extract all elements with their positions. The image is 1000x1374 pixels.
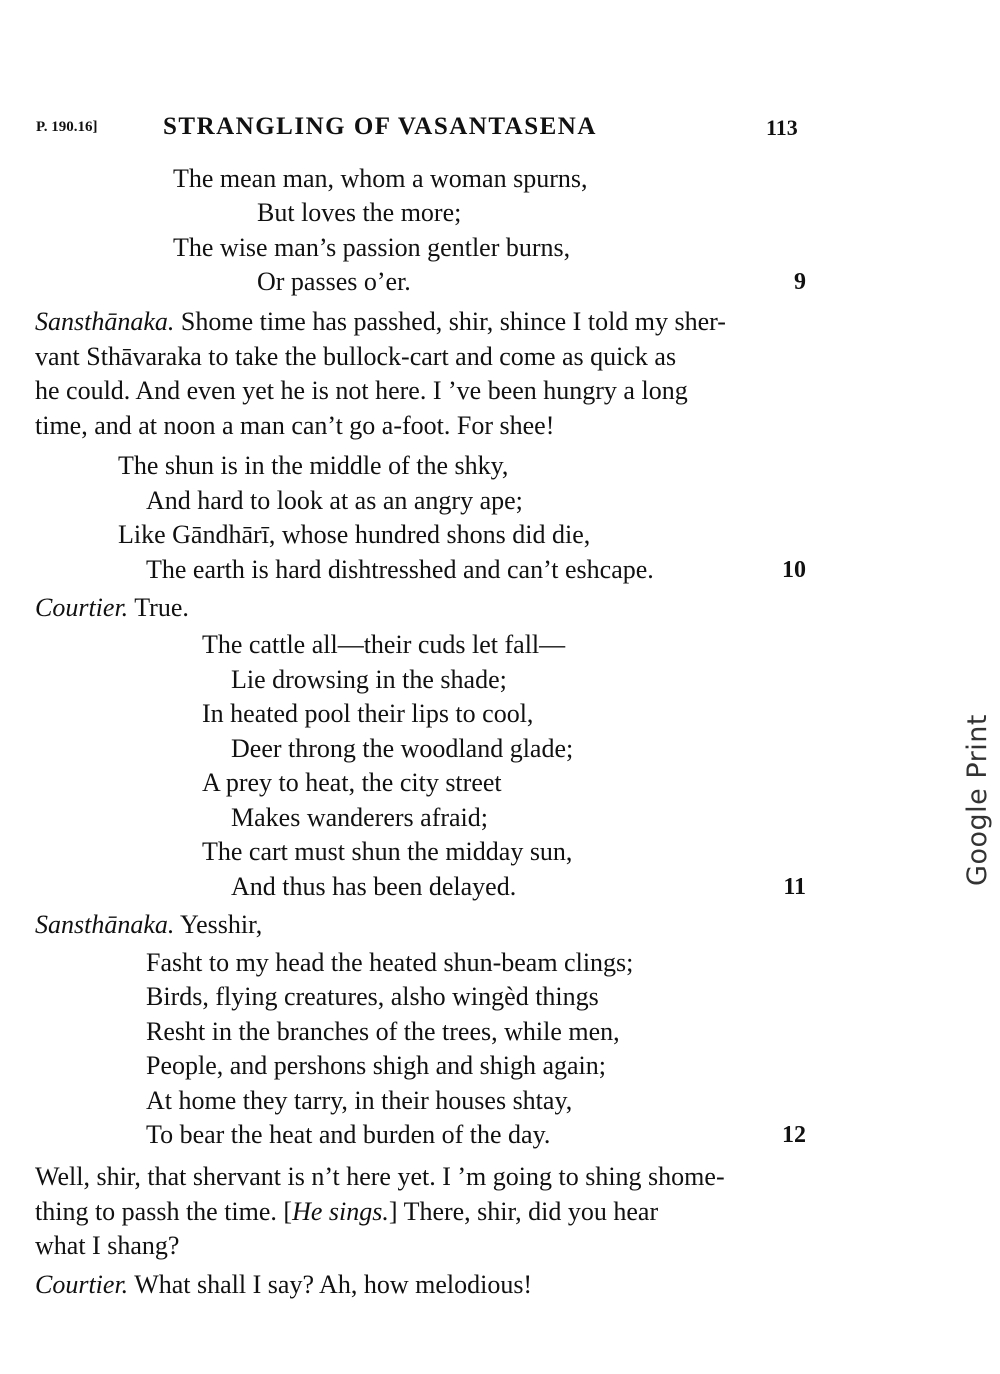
verse-line: The wise man’s passion gentler burns, [173, 233, 571, 262]
speaker-name: Courtier. [35, 1270, 129, 1299]
verse-line: Fasht to my head the heated shun-beam clings; [146, 948, 634, 977]
header-title: STRANGLING OF VASANTASENA [163, 113, 597, 140]
prose-line: what I shang? [35, 1231, 180, 1260]
prose-paragraph [35, 1160, 807, 1264]
verse-line: The shun is in the middle of the shky, [118, 451, 509, 480]
prose-line: he could. And even yet he is not here. I ’ve been hungry a long [35, 376, 688, 405]
page-number: 113 [766, 115, 798, 140]
verse-line: Like Gāndhārī, whose hundred shons did die, [118, 520, 591, 549]
stage-direction: He sings. [292, 1196, 389, 1226]
prose-text: Yesshir, [179, 910, 263, 939]
verse-number: 12 [782, 1122, 806, 1148]
verse-line: Lie drowsing in the shade; [231, 665, 507, 694]
verse-line: The cattle all—their cuds let fall— [202, 630, 566, 659]
prose-paragraph [35, 305, 807, 443]
verse-line: Resht in the branches of the trees, while men, [146, 1017, 620, 1046]
verse-line: A prey to heat, the city street [202, 768, 502, 797]
prose-text: What shall I say? Ah, how melodious! [134, 1270, 533, 1299]
prose-line: Well, shir, that shervant is n’t here yet. I ’m going to shing shome- [35, 1162, 725, 1191]
speaker-name: Sansthānaka. [35, 910, 175, 939]
prose-line [35, 1268, 532, 1302]
prose-line: vant Sthāvaraka to take the bullock-cart and come as quick as [35, 341, 677, 371]
speaker-name: Sansthānaka. [35, 307, 175, 336]
prose-text: True. [134, 593, 189, 622]
prose-line [35, 1195, 807, 1230]
verse-line: The mean man, whom a woman spurns, [173, 164, 588, 193]
verse-line: Birds, flying creatures, alsho wingèd things [146, 982, 599, 1011]
verse-line: Or passes o’er. [257, 267, 411, 296]
verse-line: The cart must shun the midday sun, [202, 837, 573, 866]
verse-line: At home they tarry, in their houses shtay, [146, 1086, 573, 1115]
prose-text: Shome time has passhed, shir, shince I told my sher- [180, 307, 726, 336]
verse-line: And thus has been delayed. [231, 872, 517, 901]
verse-line: But loves the more; [257, 198, 462, 227]
verse-line: Deer throng the woodland glade; [231, 734, 574, 763]
prose-line: time, and at noon a man can’t go a-foot. For shee! [35, 410, 555, 440]
prose-line [35, 908, 262, 942]
verse-line: In heated pool their lips to cool, [202, 699, 534, 728]
verse-line: And hard to look at as an angry ape; [146, 486, 523, 515]
verse-number: 10 [782, 557, 806, 583]
verse-line: To bear the heat and burden of the day. [146, 1120, 551, 1149]
verse-number: 11 [783, 874, 806, 900]
prose-text: thing to passh the time. [ [35, 1196, 293, 1226]
verse-number: 9 [794, 269, 806, 295]
verse-line: Makes wanderers afraid; [231, 803, 488, 832]
prose-text: ] There, shir, did you hear [388, 1196, 659, 1226]
verse-line: The earth is hard dishtresshed and can’t eshcape. [146, 555, 654, 584]
header-reference: P. 190.16] [36, 119, 98, 135]
google-print-watermark: Google Print [962, 714, 993, 886]
prose-line [35, 591, 189, 625]
prose-line [35, 305, 807, 340]
speaker-name: Courtier. [35, 593, 129, 622]
verse-line: People, and pershons shigh and shigh again; [146, 1051, 606, 1080]
